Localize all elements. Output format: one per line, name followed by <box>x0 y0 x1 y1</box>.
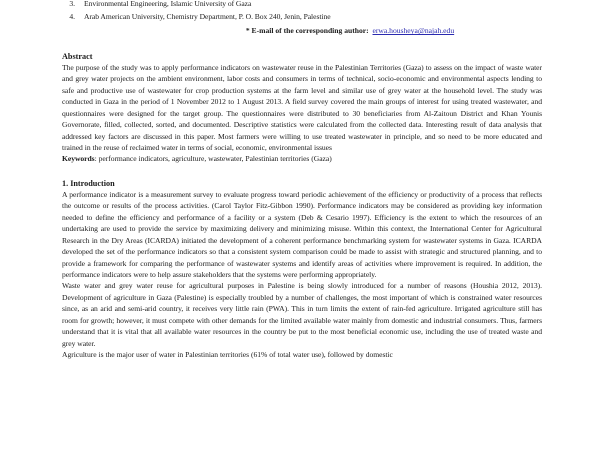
abstract-body: The purpose of the study was to apply performance indicators on wastewater reuse in the Palestinian Territories (Gaza) to assess on the impact of waste water and grey water projects on the ambient environment, labor costs and consumers in terms of technical, socio-economic and environmental aspects lending to safe and productive use of wastewater for crop production systems at the farm level and similar use of grey water at the household level. The study was conducted in Gaza in the period of 1 November 2012 to 1 August 2013. A field survey covered the main groups of interest for using treated wastewater, and questionnaires were designed for the target group. The questionnaires were distributed to 30 beneficiaries from Al-Zaitoun District and Khan Younis Governorate, filled, collected, sorted, and documented. Descriptive statistics were calculated from the collected data. Interesting result of data analysis that addressed key factors are discussed in this paper. Most farmers were willing to use treated wastewater in principle, and so need to be more educated and trained in the reuse of reclaimed water in terms of social, economic, environmental issues <box>62 62 542 152</box>
introduction-heading: 1. Introduction <box>62 178 115 188</box>
affiliation-number: 3. <box>69 0 75 8</box>
introduction-paragraph-2: Waste water and grey water reuse for agricultural purposes in Palestine is being slowly introduced for a number of reasons (Houshia 2012, 2013). Development of agriculture in Gaza (Palestine) is especially troubled by a number of challenges, the most important of which is constrained water resources since, as an arid and semi-arid country, it receives very little rain (PWA). This in turn limits the extent of rain-fed agriculture. Irrigated agriculture still has room for growth; however, it must compete with other demands for the limited available water mainly from domestic and industrial consumers. Thus, farmers understand that it is vital that all available water resources in the country be put to the most beneficial economic use, including the use of treated waste and grey water. <box>62 281 542 348</box>
affiliation-list <box>62 0 542 23</box>
affiliation-number: 4. <box>69 11 75 21</box>
corresponding-author-email-link[interactable]: erwa.housheya@najah.edu <box>372 26 455 36</box>
affiliation-item <box>62 11 542 24</box>
introduction-paragraph-1: A performance indicator is a measurement survey to evaluate progress toward periodic achievement of the efficiency or productivity of a process that reflects the outcome or results of the process activities. (Carol Taylor Fitz-Gibbon 1990). Performance indicators may be considered as providing key information needed to define the efficiency and performance of a facility or a system (Deb & Cesario 1997). Efficiency is the extent to which the resources of an undertaking are used to provide the service by maximizing delivery and minimizing misuse. Within this context, the International Center for Agricultural Research in the Dry Areas (ICARDA) initiated the development of a coherent performance benchmarking system for wastewater systems in Gaza. ICARDA developed the set of the performance indicators so that a consistent system comparison could be made to assist with strategic and structured planning, and to provide a framework for comparing the performance of wastewater systems and identify areas of activities where improvement is required. In addition, the performance indicators were to help assure stakeholders that the systems were performing appropriately. <box>62 189 542 280</box>
spacer <box>62 165 542 178</box>
corresponding-author-line <box>62 25 542 38</box>
affiliation-text: Arab American University, Chemistry Department, P. O. Box 240, Jenin, Palestine <box>84 11 331 21</box>
introduction-paragraph-3: Agriculture is the major user of water in Palestinian territories (61% of total water use), followed by domestic <box>62 350 393 360</box>
affiliation-item <box>62 0 542 11</box>
abstract-heading: Abstract <box>62 51 93 61</box>
spacer <box>62 38 542 51</box>
keywords-separator: : <box>94 154 99 164</box>
keywords-value: performance indicators, agriculture, wastewater, Palestinian territories (Gaza) <box>98 154 332 164</box>
affiliation-text: Environmental Engineering, Islamic University of Gaza <box>84 0 252 8</box>
keywords-line <box>62 153 542 164</box>
keywords-label: Keywords <box>62 154 95 164</box>
corresponding-author-label: * E-mail of the corresponding author: <box>245 26 369 36</box>
